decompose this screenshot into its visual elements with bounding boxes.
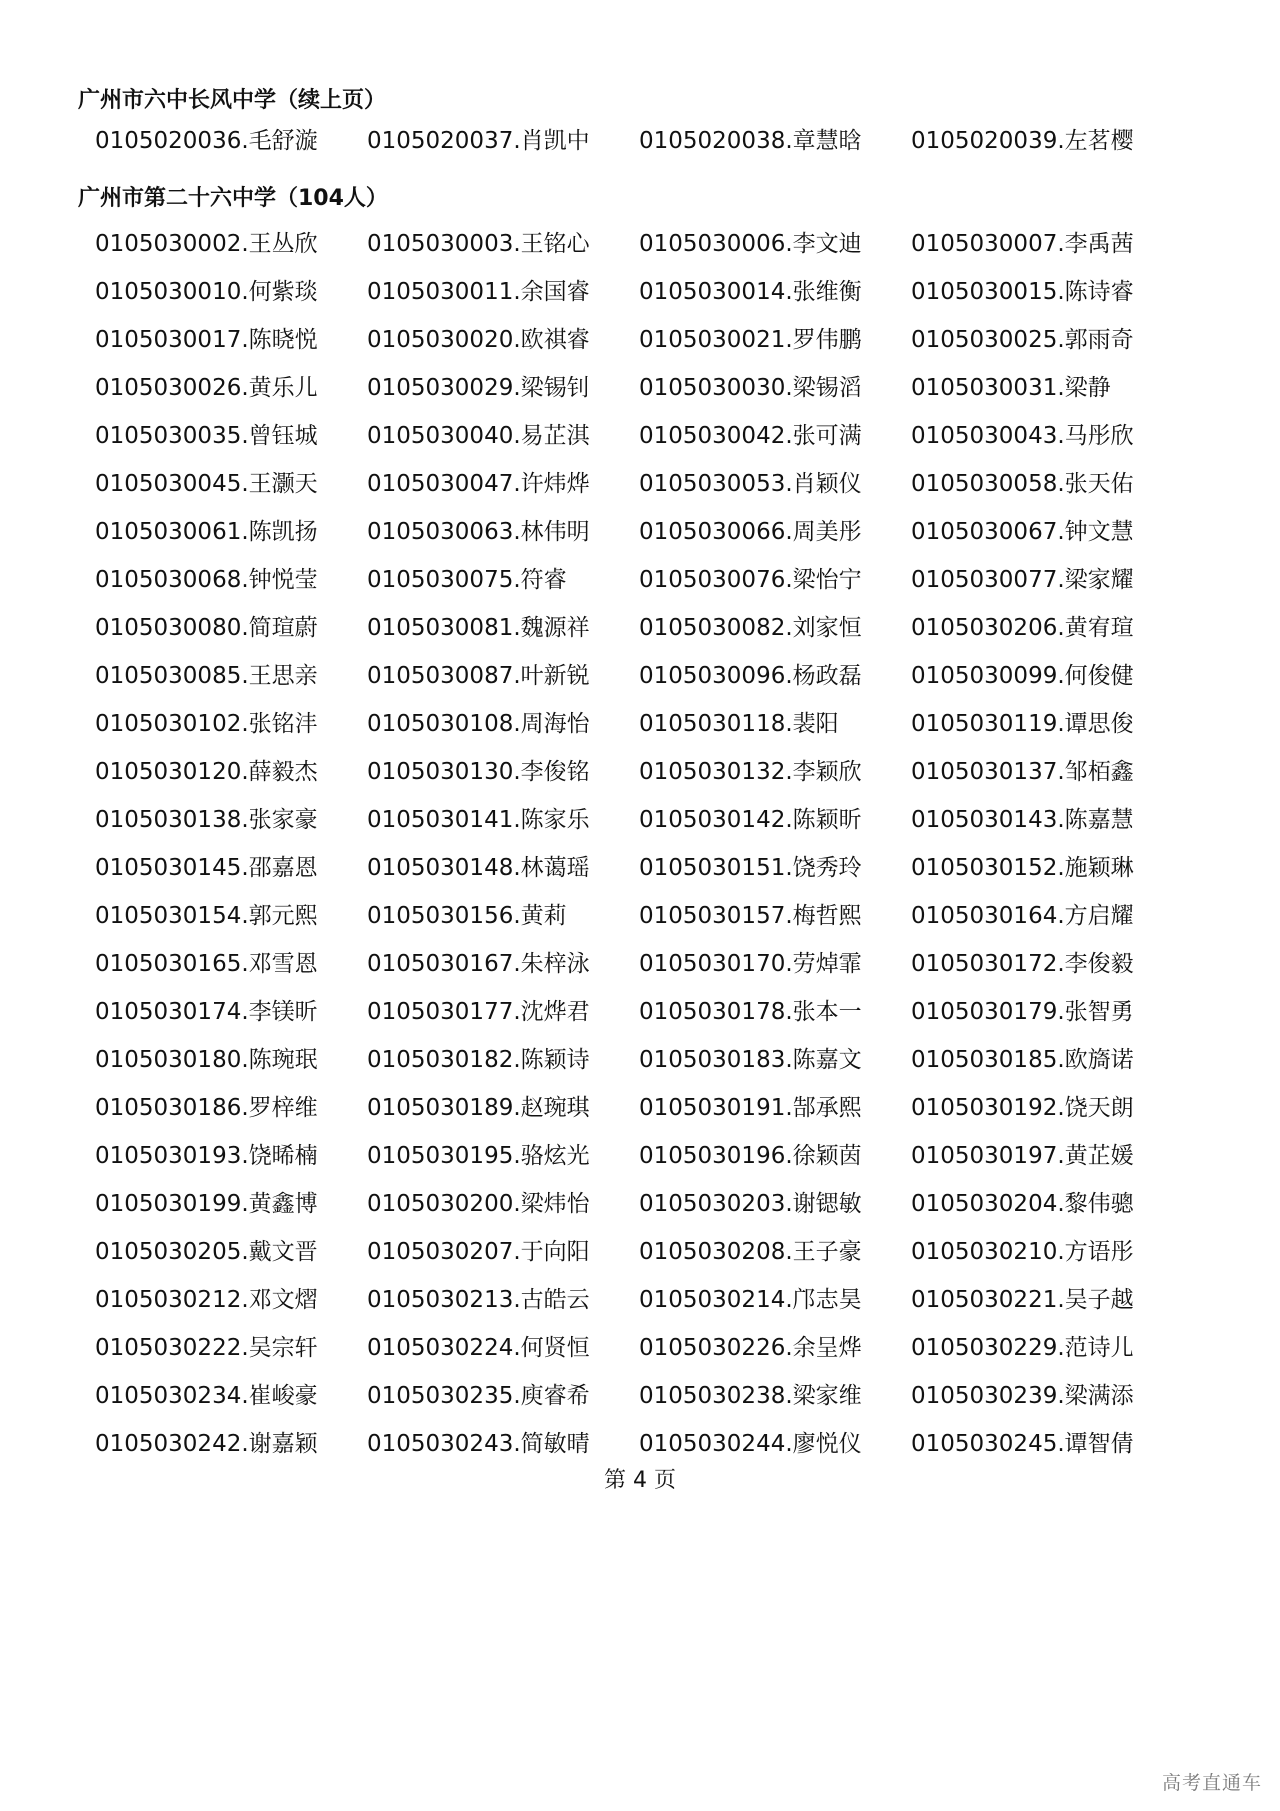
student-entry: 0105030192.饶天朗 [911, 1095, 1134, 1121]
student-entry: 0105030208.王子豪 [639, 1239, 862, 1265]
student-entry: 0105030096.杨政磊 [639, 663, 862, 689]
table-row [95, 892, 1235, 940]
watermark: 高考直通车 [1161, 1772, 1262, 1794]
student-entry: 0105030170.劳焯霏 [639, 951, 862, 977]
table-row [95, 508, 1235, 556]
student-entry: 0105030021.罗伟鹏 [639, 327, 862, 353]
student-entry: 0105030234.崔峻豪 [95, 1383, 318, 1409]
student-entry: 0105030085.王思亲 [95, 663, 318, 689]
student-entry: 0105030099.何俊健 [911, 663, 1134, 689]
student-entry: 0105030167.朱梓泳 [367, 951, 590, 977]
student-entry: 0105030063.林伟明 [367, 519, 590, 545]
student-entry: 0105030179.张智勇 [911, 999, 1134, 1025]
student-entry: 0105030180.陈琬珉 [95, 1047, 318, 1073]
student-entry: 0105030191.郜承熙 [639, 1095, 862, 1121]
student-entry: 0105030148.林蔼瑶 [367, 855, 590, 881]
student-entry: 0105030026.黄乐儿 [95, 375, 318, 401]
table-row [95, 117, 1235, 165]
student-entry: 0105030196.徐颖茵 [639, 1143, 862, 1169]
student-entry: 0105030031.梁静 [911, 375, 1111, 401]
student-entry: 0105030229.范诗儿 [911, 1335, 1134, 1361]
student-entry: 0105030035.曾钰城 [95, 423, 318, 449]
student-entry: 0105030081.魏源祥 [367, 615, 590, 641]
student-entry: 0105030174.李镁昕 [95, 999, 318, 1025]
student-entry: 0105030076.梁怡宁 [639, 567, 862, 593]
table-row [95, 796, 1235, 844]
table-row [95, 748, 1235, 796]
student-entry: 0105030200.梁炜怡 [367, 1191, 590, 1217]
student-entry: 0105030207.于向阳 [367, 1239, 590, 1265]
student-entry: 0105030080.简瑄蔚 [95, 615, 318, 641]
student-entry: 0105030226.余呈烨 [639, 1335, 862, 1361]
student-entry: 0105030007.李禹茜 [911, 231, 1134, 257]
table-row [95, 988, 1235, 1036]
table-row [95, 1132, 1235, 1180]
student-entry: 0105030245.谭智倩 [911, 1431, 1134, 1457]
table-row [95, 700, 1235, 748]
table-row [95, 1372, 1235, 1420]
student-entry: 0105030002.王丛欣 [95, 231, 318, 257]
student-entry: 0105030011.余国睿 [367, 279, 590, 305]
student-entry: 0105030130.李俊铭 [367, 759, 590, 785]
table-row [95, 1036, 1235, 1084]
student-entry: 0105030077.梁家耀 [911, 567, 1134, 593]
student-entry: 0105030152.施颖琳 [911, 855, 1134, 881]
student-entry: 0105030213.古皓云 [367, 1287, 590, 1313]
student-entry: 0105030238.梁家维 [639, 1383, 862, 1409]
student-entry: 0105030165.邓雪恩 [95, 951, 318, 977]
student-entry: 0105030120.薛毅杰 [95, 759, 318, 785]
student-entry: 0105020038.章慧晗 [639, 128, 862, 154]
student-entry: 0105030047.许炜烨 [367, 471, 590, 497]
student-entry: 0105030132.李颖欣 [639, 759, 862, 785]
table-row [95, 460, 1235, 508]
student-entry: 0105030235.庾睿希 [367, 1383, 590, 1409]
student-entry: 0105030203.谢锶敏 [639, 1191, 862, 1217]
student-entry: 0105030075.符睿 [367, 567, 567, 593]
student-entry: 0105030157.梅哲熙 [639, 903, 862, 929]
student-entry: 0105030119.谭思俊 [911, 711, 1134, 737]
table-row [95, 1324, 1235, 1372]
table-row [95, 1276, 1235, 1324]
student-entry: 0105030143.陈嘉慧 [911, 807, 1134, 833]
student-entry: 0105020039.左茗樱 [911, 128, 1134, 154]
table-row [95, 412, 1235, 460]
table-row [95, 1420, 1235, 1468]
table-row [95, 1084, 1235, 1132]
student-entry: 0105020036.毛舒漩 [95, 128, 318, 154]
student-entry: 0105030006.李文迪 [639, 231, 862, 257]
student-list [95, 220, 1235, 1468]
student-entry: 0105030053.肖颖仪 [639, 471, 862, 497]
student-entry: 0105030164.方启耀 [911, 903, 1134, 929]
student-entry: 0105030182.陈颖诗 [367, 1047, 590, 1073]
student-entry: 0105030193.饶晞楠 [95, 1143, 318, 1169]
student-entry: 0105030030.梁锡滔 [639, 375, 862, 401]
student-entry: 0105030068.钟悦莹 [95, 567, 318, 593]
student-entry: 0105030151.饶秀玲 [639, 855, 862, 881]
student-entry: 0105030025.郭雨奇 [911, 327, 1134, 353]
student-entry: 0105030222.吴宗轩 [95, 1335, 318, 1361]
student-entry: 0105030020.欧祺睿 [367, 327, 590, 353]
student-entry: 0105030185.欧旖诺 [911, 1047, 1134, 1073]
student-entry: 0105030224.何贤恒 [367, 1335, 590, 1361]
table-row [95, 1228, 1235, 1276]
student-entry: 0105030154.郭元熙 [95, 903, 318, 929]
student-entry: 0105030014.张维衡 [639, 279, 862, 305]
student-entry: 0105030204.黎伟骢 [911, 1191, 1134, 1217]
table-row [95, 844, 1235, 892]
student-entry: 0105030118.裴阳 [639, 711, 839, 737]
student-entry: 0105030183.陈嘉文 [639, 1047, 862, 1073]
student-entry: 0105030205.戴文晋 [95, 1239, 318, 1265]
student-entry: 0105030156.黄莉 [367, 903, 567, 929]
student-entry: 0105030102.张铭沣 [95, 711, 318, 737]
student-entry: 0105030058.张天佑 [911, 471, 1134, 497]
student-entry: 0105030066.周美彤 [639, 519, 862, 545]
student-entry: 0105030178.张本一 [639, 999, 862, 1025]
table-row [95, 652, 1235, 700]
student-entry: 0105030015.陈诗睿 [911, 279, 1134, 305]
student-entry: 0105030082.刘家恒 [639, 615, 862, 641]
student-entry: 0105030017.陈晓悦 [95, 327, 318, 353]
student-entry: 0105030210.方语彤 [911, 1239, 1134, 1265]
student-entry: 0105030040.易芷淇 [367, 423, 590, 449]
student-entry: 0105030243.简敏晴 [367, 1431, 590, 1457]
student-entry: 0105030061.陈凯扬 [95, 519, 318, 545]
student-entry: 0105030186.罗梓维 [95, 1095, 318, 1121]
student-entry: 0105020037.肖凯中 [367, 128, 590, 154]
table-row [95, 268, 1235, 316]
student-entry: 0105030199.黄鑫博 [95, 1191, 318, 1217]
table-row [95, 364, 1235, 412]
student-entry: 0105030067.钟文慧 [911, 519, 1134, 545]
page-number: 第 4 页 [604, 1468, 676, 1493]
student-entry: 0105030242.谢嘉颖 [95, 1431, 318, 1457]
student-entry: 0105030189.赵琬琪 [367, 1095, 590, 1121]
student-entry: 0105030137.邹栢鑫 [911, 759, 1134, 785]
table-row [95, 316, 1235, 364]
table-row [95, 220, 1235, 268]
student-entry: 0105030029.梁锡钊 [367, 375, 590, 401]
table-row [95, 604, 1235, 652]
student-entry: 0105030197.黄芷媛 [911, 1143, 1134, 1169]
student-entry: 0105030043.马彤欣 [911, 423, 1134, 449]
section-heading: 广州市六中长风中学（续上页） [78, 88, 387, 113]
student-entry: 0105030244.廖悦仪 [639, 1431, 862, 1457]
section-heading: 广州市第二十六中学（104人） [78, 186, 388, 211]
table-row [95, 1180, 1235, 1228]
table-row [95, 940, 1235, 988]
student-entry: 0105030142.陈颖昕 [639, 807, 862, 833]
student-entry: 0105030138.张家豪 [95, 807, 318, 833]
student-entry: 0105030045.王灏天 [95, 471, 318, 497]
student-entry: 0105030108.周海怡 [367, 711, 590, 737]
student-entry: 0105030145.邵嘉恩 [95, 855, 318, 881]
student-entry: 0105030206.黄宥瑄 [911, 615, 1134, 641]
student-entry: 0105030087.叶新锐 [367, 663, 590, 689]
student-entry: 0105030239.梁满添 [911, 1383, 1134, 1409]
student-entry: 0105030214.邝志昊 [639, 1287, 862, 1313]
student-entry: 0105030212.邓文熠 [95, 1287, 318, 1313]
student-entry: 0105030195.骆炫光 [367, 1143, 590, 1169]
student-entry: 0105030003.王铭心 [367, 231, 590, 257]
student-entry: 0105030177.沈烨君 [367, 999, 590, 1025]
student-entry: 0105030141.陈家乐 [367, 807, 590, 833]
student-entry: 0105030010.何紫琰 [95, 279, 318, 305]
student-entry: 0105030042.张可满 [639, 423, 862, 449]
student-entry: 0105030221.吴子越 [911, 1287, 1134, 1313]
student-list [95, 117, 1235, 165]
student-entry: 0105030172.李俊毅 [911, 951, 1134, 977]
table-row [95, 556, 1235, 604]
